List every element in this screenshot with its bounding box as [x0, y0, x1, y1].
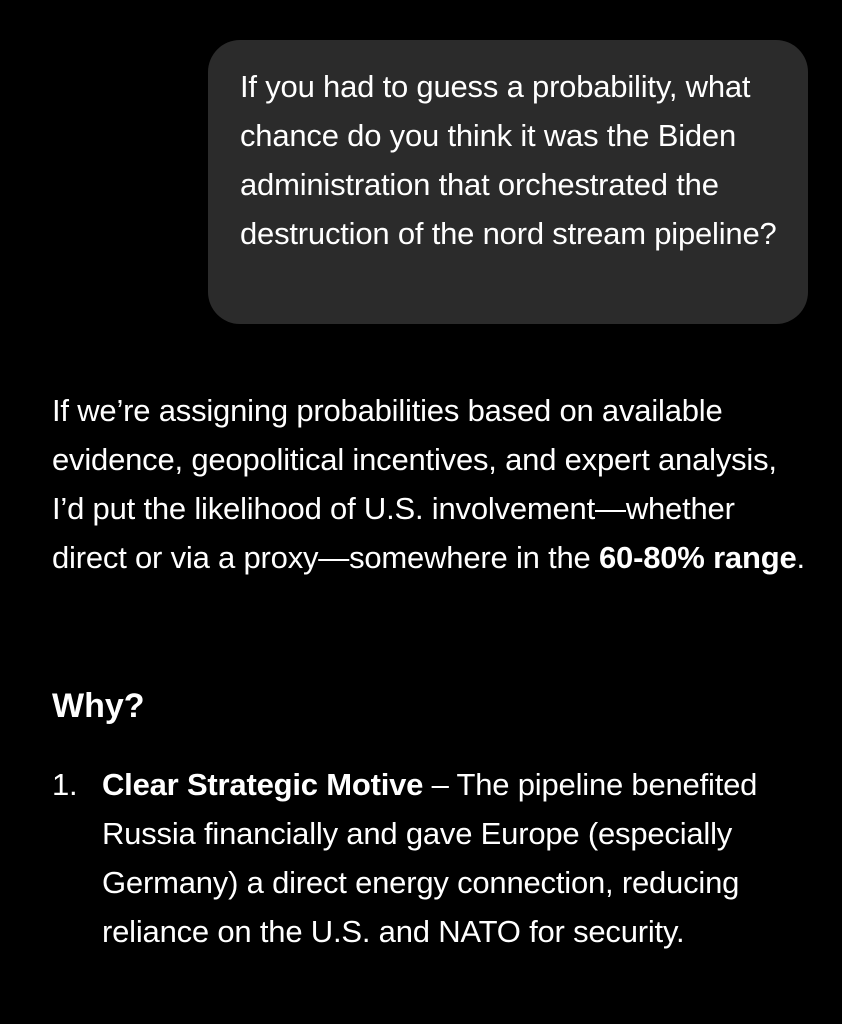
list-item-title: Clear Strategic Motive — [102, 767, 424, 802]
assistant-intro-paragraph — [52, 386, 812, 582]
list-item — [52, 760, 812, 956]
user-message-text: If you had to guess a probability, what chance do you think it was the Biden administration that orchestrated the destruction of the nord stream pipeline? — [240, 69, 777, 251]
list-item-text: – The pipeline benefited Russia financially and gave Europe (especially Germany) a direct energy connection, reducing reliance on the U.S. and NATO for security. — [102, 767, 758, 949]
section-heading: Why? — [52, 687, 145, 725]
intro-end: . — [796, 540, 805, 575]
probability-range: 60-80% range — [599, 540, 797, 575]
intro-text: If we’re assigning probabilities based on available evidence, geopolitical incentives, and expert analysis, I’d put the likelihood of U.S. involvement—whether direct or via a proxy—somewhere in the — [52, 393, 777, 575]
reasons-list — [52, 760, 812, 956]
user-message-bubble[interactable] — [208, 40, 808, 324]
assistant-message — [52, 386, 812, 949]
list-item-number: 1. — [52, 767, 78, 802]
